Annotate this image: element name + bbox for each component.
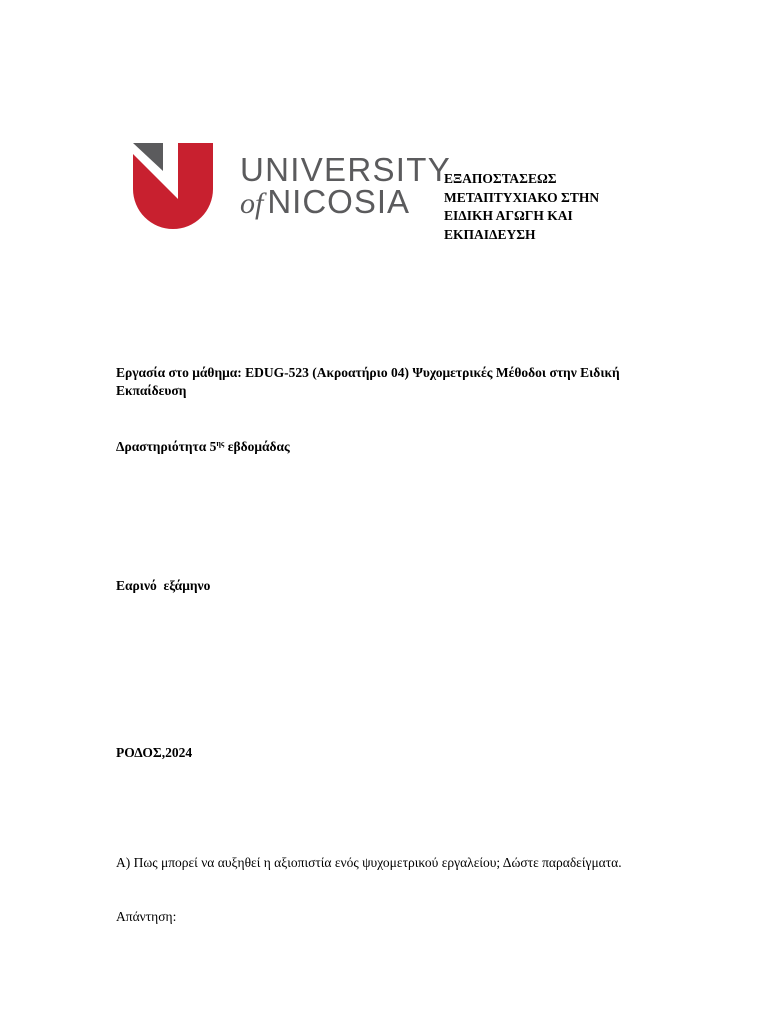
logo-line-university: UNIVERSITY <box>240 151 452 188</box>
activity-suffix: εβδομάδας <box>224 439 290 454</box>
activity-superscript: ης <box>216 439 225 448</box>
university-logo <box>133 143 452 233</box>
logo-red-shape <box>133 143 213 229</box>
department-heading <box>444 170 644 244</box>
department-line: ΜΕΤΑΠΤΥΧΙΑΚΟ ΣΤΗΝ <box>444 189 600 205</box>
place-year: ΡΟΔΟΣ,2024 <box>116 745 193 760</box>
logo-of: of <box>240 187 264 220</box>
university-of-nicosia-logo-icon <box>133 143 213 229</box>
activity-title <box>116 438 290 456</box>
department-line: ΕΞΑΠΟΣΤΑΣΕΩΣ <box>444 171 557 186</box>
logo-nicosia: NICOSIA <box>267 183 411 220</box>
department-line: ΕΚΠΑΙΔΕΥΣΗ <box>444 226 536 242</box>
semester: Εαρινό εξάμηνο <box>116 578 211 593</box>
logo-line-nicosia <box>240 183 451 220</box>
question-text: Α) Πως μπορεί να αυξηθεί η αξιοπιστία ενός ψυχομετρικού εργαλείου; Δώστε παραδείγματα. <box>116 855 622 870</box>
course-title: Εργασία στο μάθημα: EDUG-523 (Ακροατήριο 04) Ψυχομετρικές Μέθοδοι στην Ειδική Εκπαίδευση <box>116 365 620 398</box>
activity-prefix: Δραστηριότητα 5 <box>116 439 217 454</box>
logo-wordmark <box>240 151 452 220</box>
department-line: ΕΙΔΙΚΗ ΑΓΩΓΗ ΚΑΙ <box>444 208 573 223</box>
answer-label: Απάντηση: <box>116 909 177 924</box>
